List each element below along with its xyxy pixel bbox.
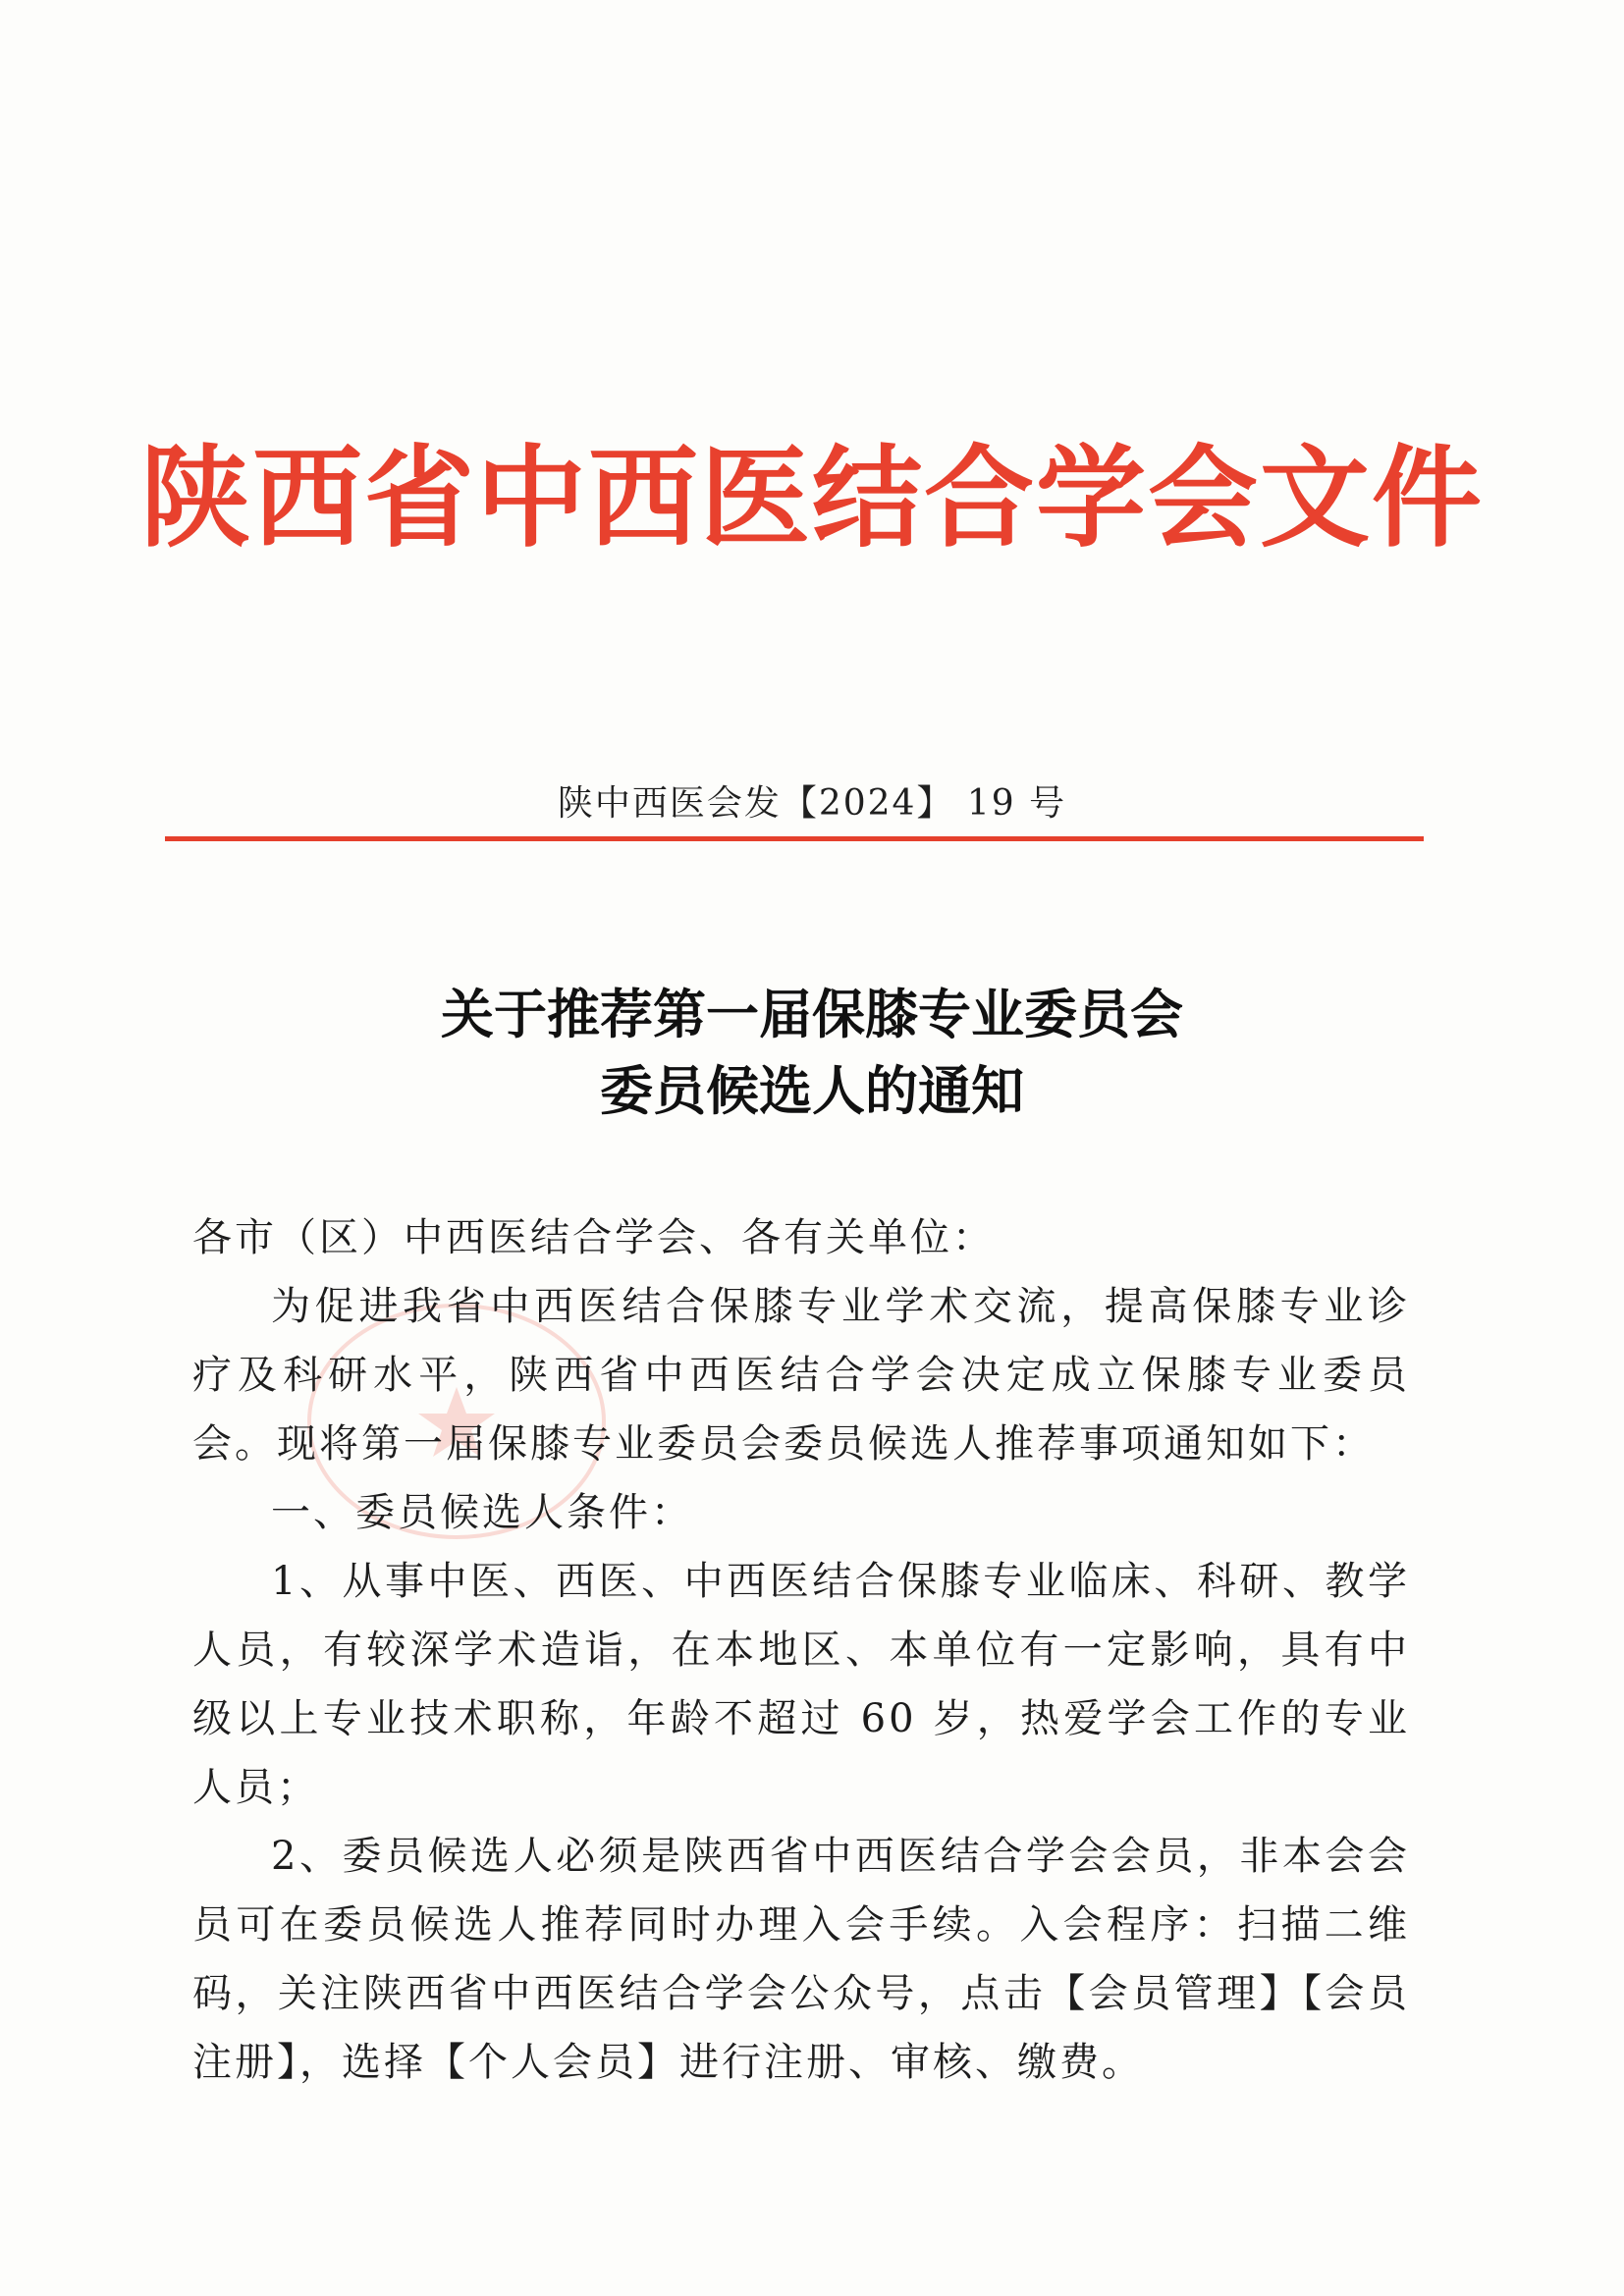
section-1-heading: 一、委员候选人条件： [271,1490,693,1535]
notice-title-line-2: 委员候选人的通知 [600,1059,1024,1122]
salutation: 各市（区）中西医结合学会、各有关单位： [192,1215,995,1260]
red-divider-line [165,836,1424,841]
document-number: 陕中西医会发【2024】 19 号 [557,783,1067,824]
intro-paragraph: 为促进我省中西医结合保膝专业学术交流，提高保膝专业诊疗及科研水平，陕西省中西医结合学会决定成立保膝专业委员会。现将第一届保膝专业委员会委员候选人推荐事项通知如下： [192,1284,1410,1467]
notice-body [192,1203,1410,2097]
org-header-title: 陕西省中西医结合学会文件 [140,434,1484,562]
notice-title [0,976,1624,1129]
condition-item-1: 1、从事中医、西医、中西医结合保膝专业临床、科研、教学人员，有较深学术造诣，在本地区、本单位有一定影响，具有中级以上专业技术职称，年龄不超过 60 岁，热爱学会工作的专业人员； [192,1559,1410,1810]
notice-title-line-1: 关于推荐第一届保膝专业委员会 [441,983,1183,1045]
condition-item-2: 2、委员候选人必须是陕西省中西医结合学会会员，非本会会员可在委员候选人推荐同时办理入会手续。入会程序：扫描二维码，关注陕西省中西医结合学会公众号，点击【会员管理】【会员注册】，选择【个人会员】进行注册、审核、缴费。 [192,1834,1410,2085]
